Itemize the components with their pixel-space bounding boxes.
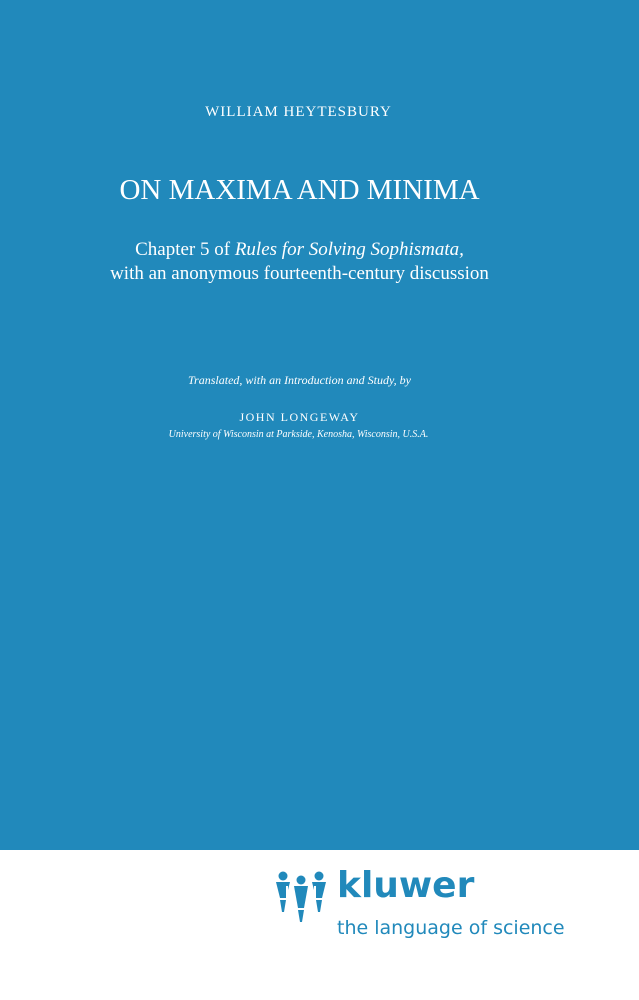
publisher-tagline: the language of science <box>337 917 565 939</box>
subtitle-line-1 <box>0 239 619 261</box>
translated-by: Translated, with an Introduction and Study, by <box>188 373 411 387</box>
book-title: ON MAXIMA AND MINIMA <box>119 174 480 206</box>
translator-name: JOHN LONGEWAY <box>239 410 360 424</box>
subtitle-prefix: Chapter 5 of <box>135 239 235 260</box>
publisher-name: kluwer <box>337 865 475 906</box>
author-name: WILLIAM HEYTESBURY <box>205 104 392 120</box>
subtitle-line-2: with an anonymous fourteenth-century discussion <box>110 263 489 284</box>
kluwer-logo-icon <box>274 868 328 922</box>
translator-affiliation: University of Wisconsin at Parkside, Kenosha, Wisconsin, U.S.A. <box>168 429 429 440</box>
subtitle-italic: Rules for Solving Sophismata, <box>234 239 464 260</box>
publisher-footer <box>0 850 639 1000</box>
